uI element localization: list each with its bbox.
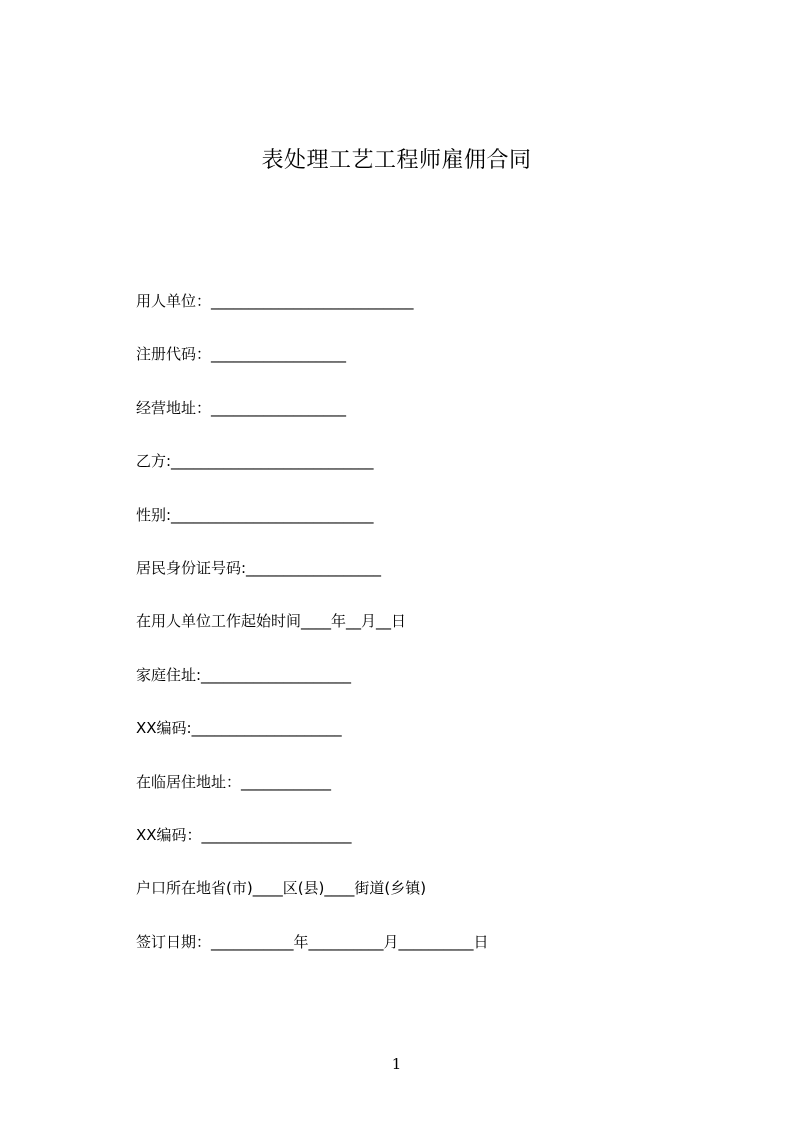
field-household-registration: 户口所在地省(市)____区(县)____街道(乡镇) xyxy=(136,879,427,897)
field-employer: 用人单位：___________________________ xyxy=(136,292,414,310)
field-gender: 性别:___________________________ xyxy=(136,506,374,524)
field-registration-code: 注册代码：__________________ xyxy=(136,345,347,363)
field-party-b: 乙方:___________________________ xyxy=(136,452,374,470)
field-home-address: 家庭住址:____________________ xyxy=(136,666,352,684)
field-postal-code-1: XX编码:____________________ xyxy=(136,719,342,737)
page-number: 1 xyxy=(391,1055,402,1073)
field-signing-date: 签订日期：___________年__________月__________日 xyxy=(136,933,489,951)
document-title: 表处理工艺工程师雇佣合同 xyxy=(261,148,532,173)
field-start-date: 在用人单位工作起始时间____年__月__日 xyxy=(136,612,407,630)
field-id-number: 居民身份证号码:__________________ xyxy=(136,559,382,577)
field-business-address: 经营地址：__________________ xyxy=(136,399,347,417)
field-temporary-address: 在临居住地址：____________ xyxy=(136,773,332,791)
field-postal-code-2: XX编码：____________________ xyxy=(136,826,352,844)
